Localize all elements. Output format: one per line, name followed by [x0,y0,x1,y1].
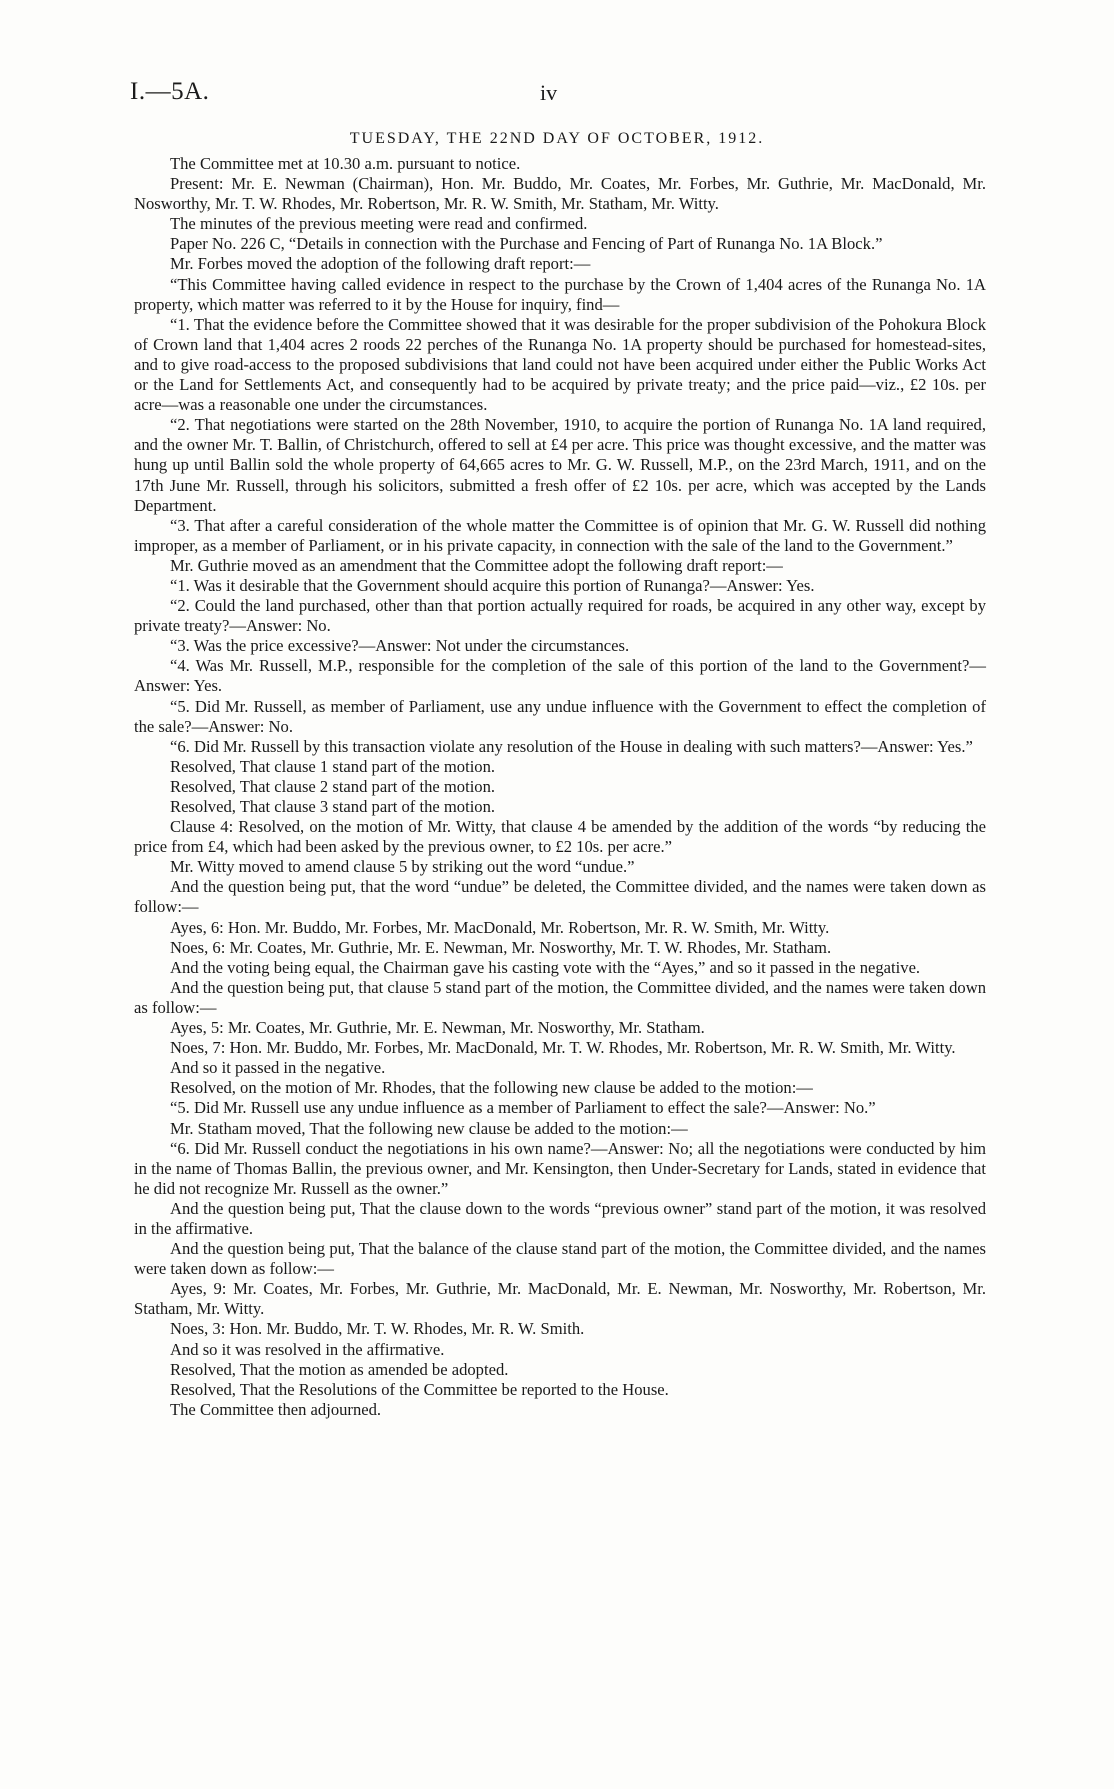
paragraph: Paper No. 226 C, “Details in connection with the Purchase and Fencing of Part of Runanga No. 1A Block.” [170,234,883,254]
paragraph: “6. Did Mr. Russell by this transaction violate any resolution of the House in dealing with such matters?—Answer: Yes.” [170,736,973,756]
paragraph: And so it was resolved in the affirmative. [170,1339,445,1359]
paragraph: “4. Was Mr. Russell, M.P., responsible for the completion of the sale of this portion of the land to the Government?—Answer: Yes. [134,656,986,696]
paragraph: Ayes, 6: Hon. Mr. Buddo, Mr. Forbes, Mr. MacDonald, Mr. Robertson, Mr. R. W. Smith, Mr. Witty. [170,917,830,937]
page-number: iv [540,80,558,105]
minutes-body [134,154,986,1420]
paragraph: Resolved, That the Resolutions of the Committee be reported to the House. [170,1379,669,1399]
paragraph: Resolved, on the motion of Mr. Rhodes, that the following new clause be added to the motion:— [170,1078,813,1098]
paragraph: And so it passed in the negative. [170,1058,386,1078]
paragraph: Resolved, That clause 2 stand part of the motion. [170,776,496,796]
paragraph: “5. Did Mr. Russell, as member of Parliament, use any undue influence with the Government to effect the completion of the sale?—Answer: No. [134,696,986,736]
paragraph: “2. Could the land purchased, other than that portion actually required for roads, be acquired in any other way, except by private treaty?—Answer: No. [134,596,986,636]
paragraph: Mr. Statham moved, That the following new clause be added to the motion:— [170,1118,688,1138]
meeting-date-heading: TUESDAY, THE 22ND DAY OF OCTOBER, 1912. [349,130,765,147]
paragraph: Resolved, That the motion as amended be adopted. [170,1359,509,1379]
paragraph: Mr. Guthrie moved as an amendment that the Committee adopt the following draft report:— [170,555,783,575]
paragraph: Resolved, That clause 3 stand part of the motion. [170,797,496,816]
page-header [130,78,984,112]
paragraph: “1. Was it desirable that the Government should acquire this portion of Runanga?—Answer: Yes. [170,575,815,595]
paragraph: “1. That the evidence before the Committee showed that it was desirable for the proper subdivision of the Pohokura Block of Crown land that 1,404 acres 2 roods 22 perches of the Runanga No. 1A property should be purchased for homestead-sites, and to give road-access to the proposed subdivisions that land could not have been acquired under either the Public Works Act or the Land for Settlements Act, and consequently had to be acquired by private treaty; and the price paid—viz., £2 10s. per acre—was a reasonable one under the circumstances. [134,314,986,415]
paragraph: Mr. Forbes moved the adoption of the following draft report:— [170,254,591,274]
paragraph: “2. That negotiations were started on the 28th November, 1910, to acquire the portion of Runanga No. 1A land required, and the owner Mr. T. Ballin, of Christchurch, offered to sell at £4 per acre. This price was thought excessive, and the matter was hung up until Ballin sold the whole property of 64,665 acres to Mr. G. W. Russell, M.P., on the 23rd March, 1911, and on the 17th June Mr. Russell, through his solicitors, submitted a fresh offer of £2 10s. per acre, which was accepted by the Lands Department. [134,415,986,515]
paragraph: Mr. Witty moved to amend clause 5 by striking out the word “undue.” [170,857,635,877]
paragraph: And the question being put, That the balance of the clause stand part of the motion, the Committee divided, and the names were taken down as follow:— [134,1239,986,1279]
paragraph: “3. Was the price excessive?—Answer: Not under the circumstances. [170,636,630,656]
paragraph: “6. Did Mr. Russell conduct the negotiations in his own name?—Answer: No; all the negotiations were conducted by him in the name of Thomas Ballin, the previous owner, and Mr. Kensington, then Under-Secretary for Lands, stated in evidence that he did not recognize Mr. Russell as the owner.” [134,1138,986,1198]
paragraph: Clause 4: Resolved, on the motion of Mr. Witty, that clause 4 be amended by the addition of the words “by reducing the price from £4, which had been asked by the previous owner, to £2 10s. per acre.” [134,817,986,857]
paragraph: “3. That after a careful consideration of the whole matter the Committee is of opinion that Mr. G. W. Russell did nothing improper, as a member of Parliament, or in his private capacity, in connection with the sale of the land to the Government.” [134,515,986,555]
paragraph: “5. Did Mr. Russell use any undue influence as a member of Parliament to effect the sale?—Answer: No.” [170,1098,876,1118]
paragraph: And the question being put, that the word “undue” be deleted, the Committee divided, and the names were taken down as follow:— [134,877,986,917]
paragraph: The Committee met at 10.30 a.m. pursuant to notice. [170,154,521,173]
paragraph: Noes, 7: Hon. Mr. Buddo, Mr. Forbes, Mr. MacDonald, Mr. T. W. Rhodes, Mr. Robertson, Mr. R. W. Smith, Mr. Witty. [170,1038,956,1058]
paragraph: And the voting being equal, the Chairman gave his casting vote with the “Ayes,” and so it passed in the negative. [170,957,921,977]
paragraph: Noes, 3: Hon. Mr. Buddo, Mr. T. W. Rhodes, Mr. R. W. Smith. [170,1319,585,1339]
paragraph: Ayes, 5: Mr. Coates, Mr. Guthrie, Mr. E. Newman, Mr. Nosworthy, Mr. Statham. [170,1018,705,1038]
paper-reference: I.—5A. [130,78,210,105]
paragraph: Present: Mr. E. Newman (Chairman), Hon. Mr. Buddo, Mr. Coates, Mr. Forbes, Mr. Guthrie, Mr. MacDonald, Mr. Nosworthy, Mr. T. W. Rhodes, Mr. Robertson, Mr. R. W. Smith, Mr. Statham, Mr. Witty. [134,174,986,214]
paragraph: Ayes, 9: Mr. Coates, Mr. Forbes, Mr. Guthrie, Mr. MacDonald, Mr. E. Newman, Mr. Nosworthy, Mr. Robertson, Mr. Statham, Mr. Witty. [134,1279,986,1319]
paragraph: Resolved, That clause 1 stand part of the motion. [170,756,496,776]
paragraph: The minutes of the previous meeting were read and confirmed. [170,214,588,234]
paragraph: And the question being put, That the clause down to the words “previous owner” stand part of the motion, it was resolved in the affirmative. [134,1198,986,1238]
paragraph: The Committee then adjourned. [170,1399,382,1419]
paragraph: “This Committee having called evidence in respect to the purchase by the Crown of 1,404 acres of the Runanga No. 1A property, which matter was referred to it by the House for inquiry, find— [134,274,986,314]
paragraph: Noes, 6: Mr. Coates, Mr. Guthrie, Mr. E. Newman, Mr. Nosworthy, Mr. T. W. Rhodes, Mr. Statham. [170,937,832,957]
paragraph: And the question being put, that clause 5 stand part of the motion, the Committee divided, and the names were taken down as follow:— [134,977,986,1017]
